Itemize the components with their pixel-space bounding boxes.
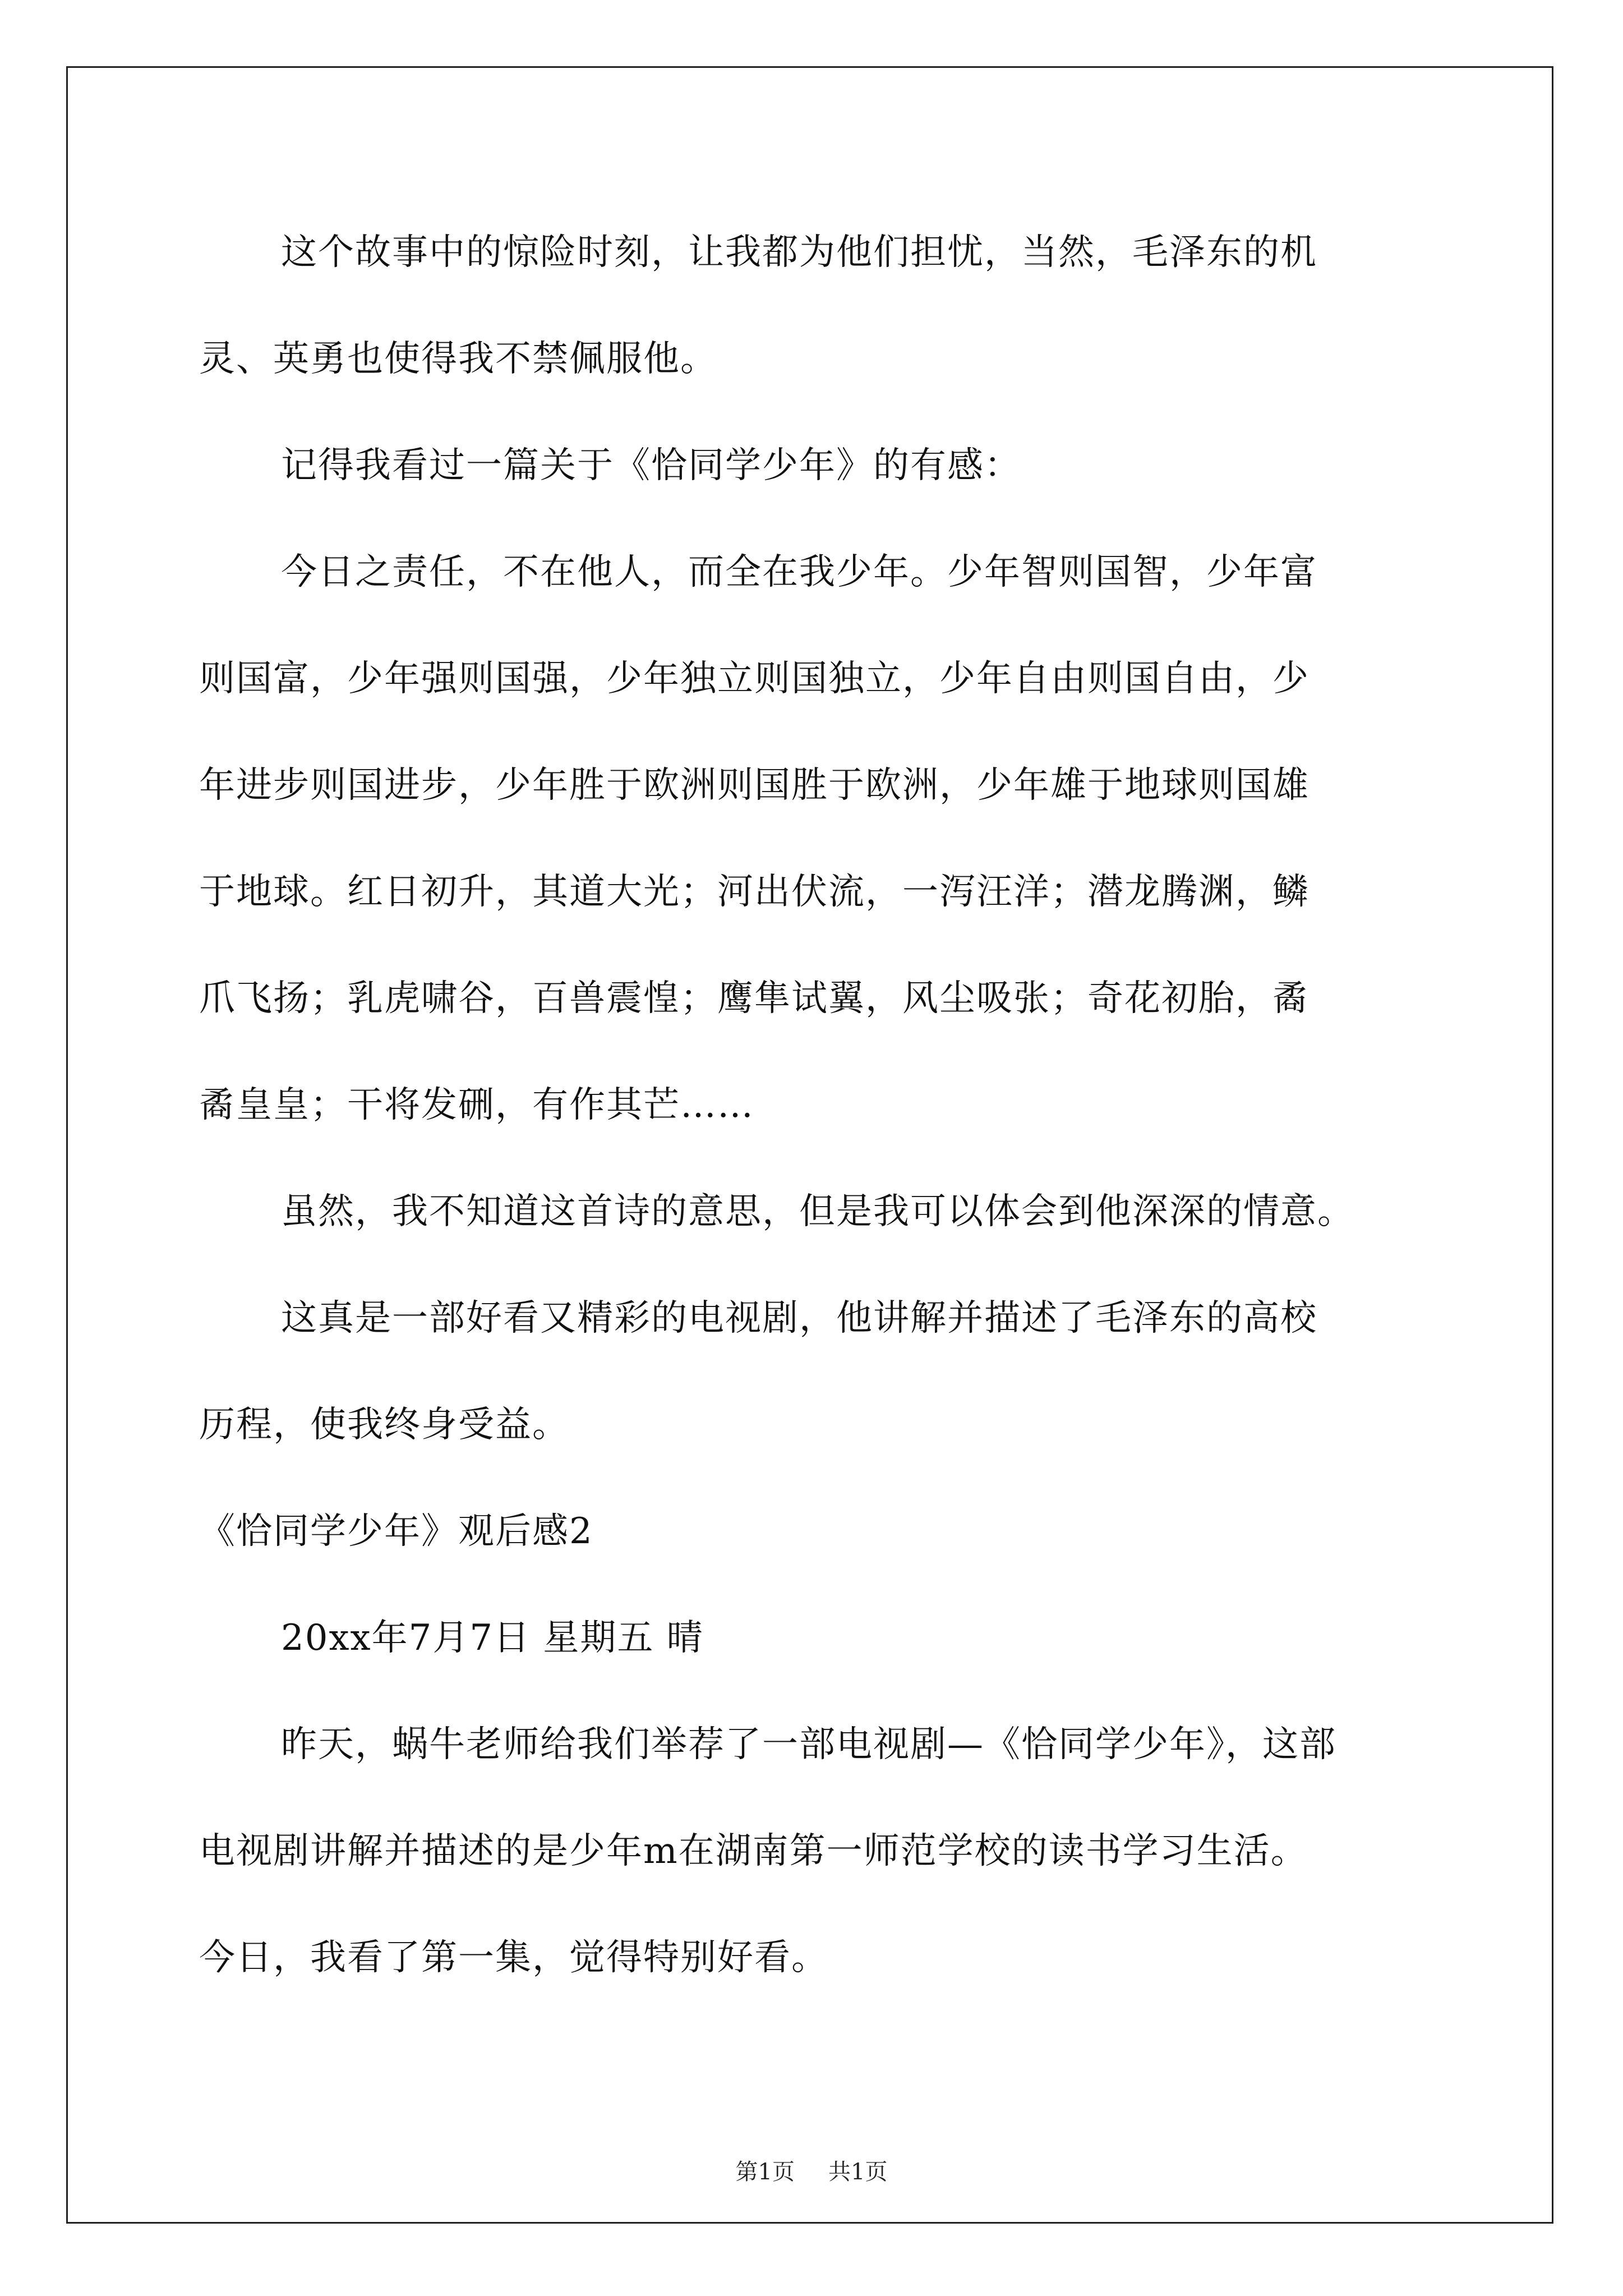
date-line: 20xx年7月7日 星期五 晴 — [281, 1617, 704, 1659]
paragraph-3-line-1: 今日之责任，不在他人，而全在我少年。少年智则国智，少年富 — [281, 551, 1317, 593]
paragraph-3-line-3: 年进步则国进步，少年胜于欧洲则国胜于欧洲，少年雄于地球则国雄 — [199, 765, 1310, 806]
paragraph-1-line-1: 这个故事中的惊险时刻，让我都为他们担忧，当然，毛泽东的机 — [281, 232, 1317, 273]
paragraph-6-line-2: 电视剧讲解并描述的是少年m在湖南第一师范学校的读书学习生活。 — [199, 1830, 1308, 1872]
paragraph-5-line-2: 历程，使我终身受益。 — [199, 1404, 569, 1446]
paragraph-3-line-6: 矞皇皇；干将发硎，有作其芒…… — [199, 1084, 754, 1126]
paragraph-1-line-2: 灵、英勇也使得我不禁佩服他。 — [199, 338, 717, 380]
page-total: 共1页 — [828, 2159, 888, 2185]
section-title: 《恰同学少年》观后感2 — [199, 1511, 593, 1552]
page-footer — [0, 2154, 1623, 2186]
paragraph-3-line-5: 爪飞扬；乳虎啸谷，百兽震惶；鹰隼试翼，风尘吸张；奇花初胎，矞 — [199, 978, 1310, 1019]
paragraph-6-line-3: 今日，我看了第一集，觉得特别好看。 — [199, 1937, 828, 1978]
page-number: 第1页 — [735, 2159, 795, 2185]
paragraph-3-line-4: 于地球。红日初升，其道大光；河出伏流，一泻汪洋；潜龙腾渊，鳞 — [199, 871, 1310, 913]
paragraph-3-line-2: 则国富，少年强则国强，少年独立则国独立，少年自由则国自由，少 — [199, 658, 1310, 700]
paragraph-6-line-1: 昨天，蜗牛老师给我们举荐了一部电视剧—《恰同学少年》，这部 — [281, 1724, 1336, 1765]
paragraph-5-line-1: 这真是一部好看又精彩的电视剧，他讲解并描述了毛泽东的高校 — [281, 1297, 1317, 1339]
document-body — [199, 199, 1436, 2011]
paragraph-4-line-1: 虽然，我不知道这首诗的意思，但是我可以体会到他深深的情意。 — [281, 1191, 1354, 1232]
paragraph-2-line-1: 记得我看过一篇关于《恰同学少年》的有感： — [281, 445, 1021, 486]
